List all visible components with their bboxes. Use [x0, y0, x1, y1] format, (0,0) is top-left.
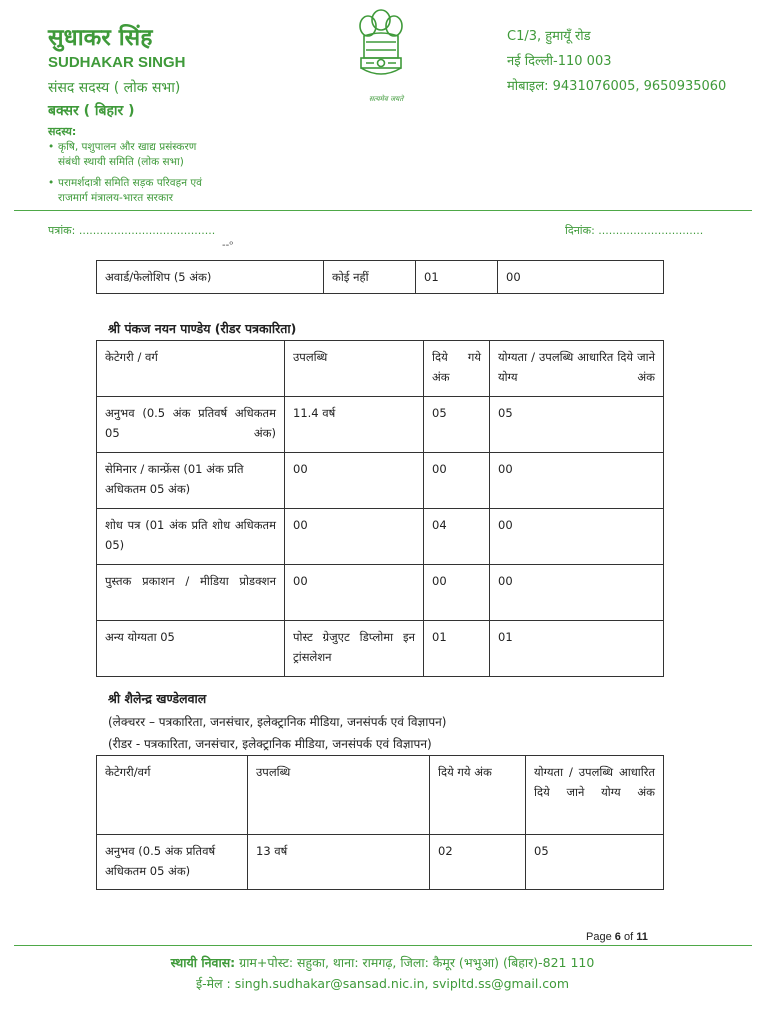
table-row: [97, 261, 664, 294]
footer-residence: [0, 954, 765, 971]
page-current: 6: [614, 931, 621, 943]
letterhead-role: संसद सदस्य ( लोक सभा): [48, 80, 181, 96]
table-cell: 00: [424, 565, 490, 621]
membership-line: परामर्शदात्री समिति सड़क परिवहन एवं: [58, 177, 203, 189]
table-cell: 01: [416, 261, 498, 294]
table-header-cell: दिये गये अंक: [424, 341, 490, 397]
letterhead-name-english: SUDHAKAR SINGH: [48, 54, 186, 71]
section-title: श्री शैलेन्द्र खण्डेलवाल: [108, 691, 207, 706]
section-title: श्री पंकज नयन पाण्डेय (रीडर पत्रकारिता): [108, 321, 297, 336]
designation-line: (रीडर - पत्रकारिता, जनसंचार, इलेक्ट्रानिक मीडिया, जनसंपर्क एवं विज्ञापन): [108, 737, 432, 751]
table-cell: 04: [424, 509, 490, 565]
designation-line: (लेक्चरर – पत्रकारिता, जनसंचार, इलेक्ट्रानिक मीडिया, जनसंपर्क एवं विज्ञापन): [108, 715, 447, 729]
membership-line: कृषि, पशुपालन और खाद्य प्रसंस्करण: [58, 141, 197, 153]
reference-number-field: पत्रांक: .......................................: [48, 224, 216, 237]
table-cell: 00: [285, 565, 424, 621]
table-header-cell: योग्यता / उपलब्धि आधारित दिये जाने योग्य अंक: [490, 341, 664, 397]
award-table: [96, 260, 664, 294]
table-header-row: [97, 756, 664, 835]
table-header-cell: केटेगरी / वर्ग: [97, 341, 285, 397]
table-header-cell: उपलब्धि: [285, 341, 424, 397]
table-cell: 05: [424, 397, 490, 453]
table-cell: 11.4 वर्ष: [285, 397, 424, 453]
handwritten-mark: --ᵒ: [222, 240, 234, 251]
footer-email: ई-मेल : singh.sudhakar@sansad.nic.in, svipltd.ss@gmail.com: [195, 976, 570, 991]
mobile-numbers: मोबाइल: 9431076005, 9650935060: [507, 79, 727, 94]
table-row: [97, 509, 664, 565]
table-header-row: [97, 341, 664, 397]
page-of: of: [623, 931, 634, 943]
table-header-cell: केटेगरी/वर्ग: [97, 756, 248, 835]
table-cell: 13 वर्ष: [248, 835, 430, 890]
pandey-score-table: [96, 340, 664, 677]
bullet-icon: •: [48, 141, 55, 153]
shailendra-score-table: [96, 755, 664, 890]
table-row: [97, 453, 664, 509]
table-cell: 00: [285, 509, 424, 565]
table-cell: 05: [526, 835, 664, 890]
footer-divider: [14, 945, 752, 946]
table-cell: पोस्ट ग्रेजुएट डिप्लोमा इन ट्रांसलेशन: [285, 621, 424, 677]
residence-label: स्थायी निवास:: [170, 955, 236, 970]
table-cell: सेमिनार / कान्फ्रेंस (01 अंक प्रति अधिकतम 05 अंक): [97, 453, 285, 509]
table-cell: शोध पत्र (01 अंक प्रति शोध अधिकतम 05): [97, 509, 285, 565]
membership-item: [48, 176, 288, 206]
table-cell: अनुभव (0.5 अंक प्रतिवर्ष अधिकतम 05 अंक): [97, 397, 285, 453]
date-field: दिनांक: ..............................: [565, 224, 704, 237]
table-header-cell: उपलब्धि: [248, 756, 430, 835]
table-row: [97, 835, 664, 890]
table-cell: 00: [490, 565, 664, 621]
address-line-1: C1/3, हुमायूँ रोड: [507, 29, 591, 44]
residence-address: ग्राम+पोस्ट: सहुका, थाना: रामगढ़, जिला: कैमूर (भभुआ) (बिहार)-821 110: [239, 955, 595, 970]
letterhead-name-hindi: सुधाकर सिंह: [48, 25, 153, 51]
table-cell: पुस्तक प्रकाशन / मीडिया प्रोडक्शन: [97, 565, 285, 621]
table-row: [97, 397, 664, 453]
national-emblem-icon: [356, 6, 406, 82]
page-prefix: Page: [586, 931, 612, 943]
address-line-2: नई दिल्ली-110 003: [507, 54, 612, 69]
table-cell: कोई नहीं: [324, 261, 416, 294]
table-row: [97, 565, 664, 621]
table-cell: अनुभव (0.5 अंक प्रतिवर्ष अधिकतम 05 अंक): [97, 835, 248, 890]
membership-line: राजमार्ग मंत्रालय-भारत सरकार: [58, 192, 174, 204]
membership-label: सदस्य:: [48, 125, 77, 138]
table-cell: 00: [490, 453, 664, 509]
membership-line: संबंधी स्थायी समिति (लोक सभा): [58, 156, 184, 168]
header-divider: [14, 210, 752, 211]
bullet-icon: •: [48, 177, 55, 189]
table-header-cell: दिये गये अंक: [430, 756, 526, 835]
table-cell: 00: [424, 453, 490, 509]
page-total: 11: [636, 931, 648, 943]
table-cell: 02: [430, 835, 526, 890]
table-cell: 01: [490, 621, 664, 677]
table-header-cell: योग्यता / उपलब्धि आधारित दिये जाने योग्य अंक: [526, 756, 664, 835]
table-cell: 00: [490, 509, 664, 565]
membership-item: [48, 140, 288, 170]
table-row: [97, 621, 664, 677]
letterhead-constituency: बक्सर ( बिहार ): [48, 103, 135, 119]
table-cell: 00: [498, 261, 664, 294]
table-cell: 00: [285, 453, 424, 509]
table-cell: अवार्ड/फेलोशिप (5 अंक): [97, 261, 324, 294]
page-number: [586, 931, 648, 943]
table-cell: अन्य योग्यता 05: [97, 621, 285, 677]
table-cell: 01: [424, 621, 490, 677]
table-cell: 05: [490, 397, 664, 453]
emblem-caption: सत्यमेव जयते: [368, 95, 404, 103]
